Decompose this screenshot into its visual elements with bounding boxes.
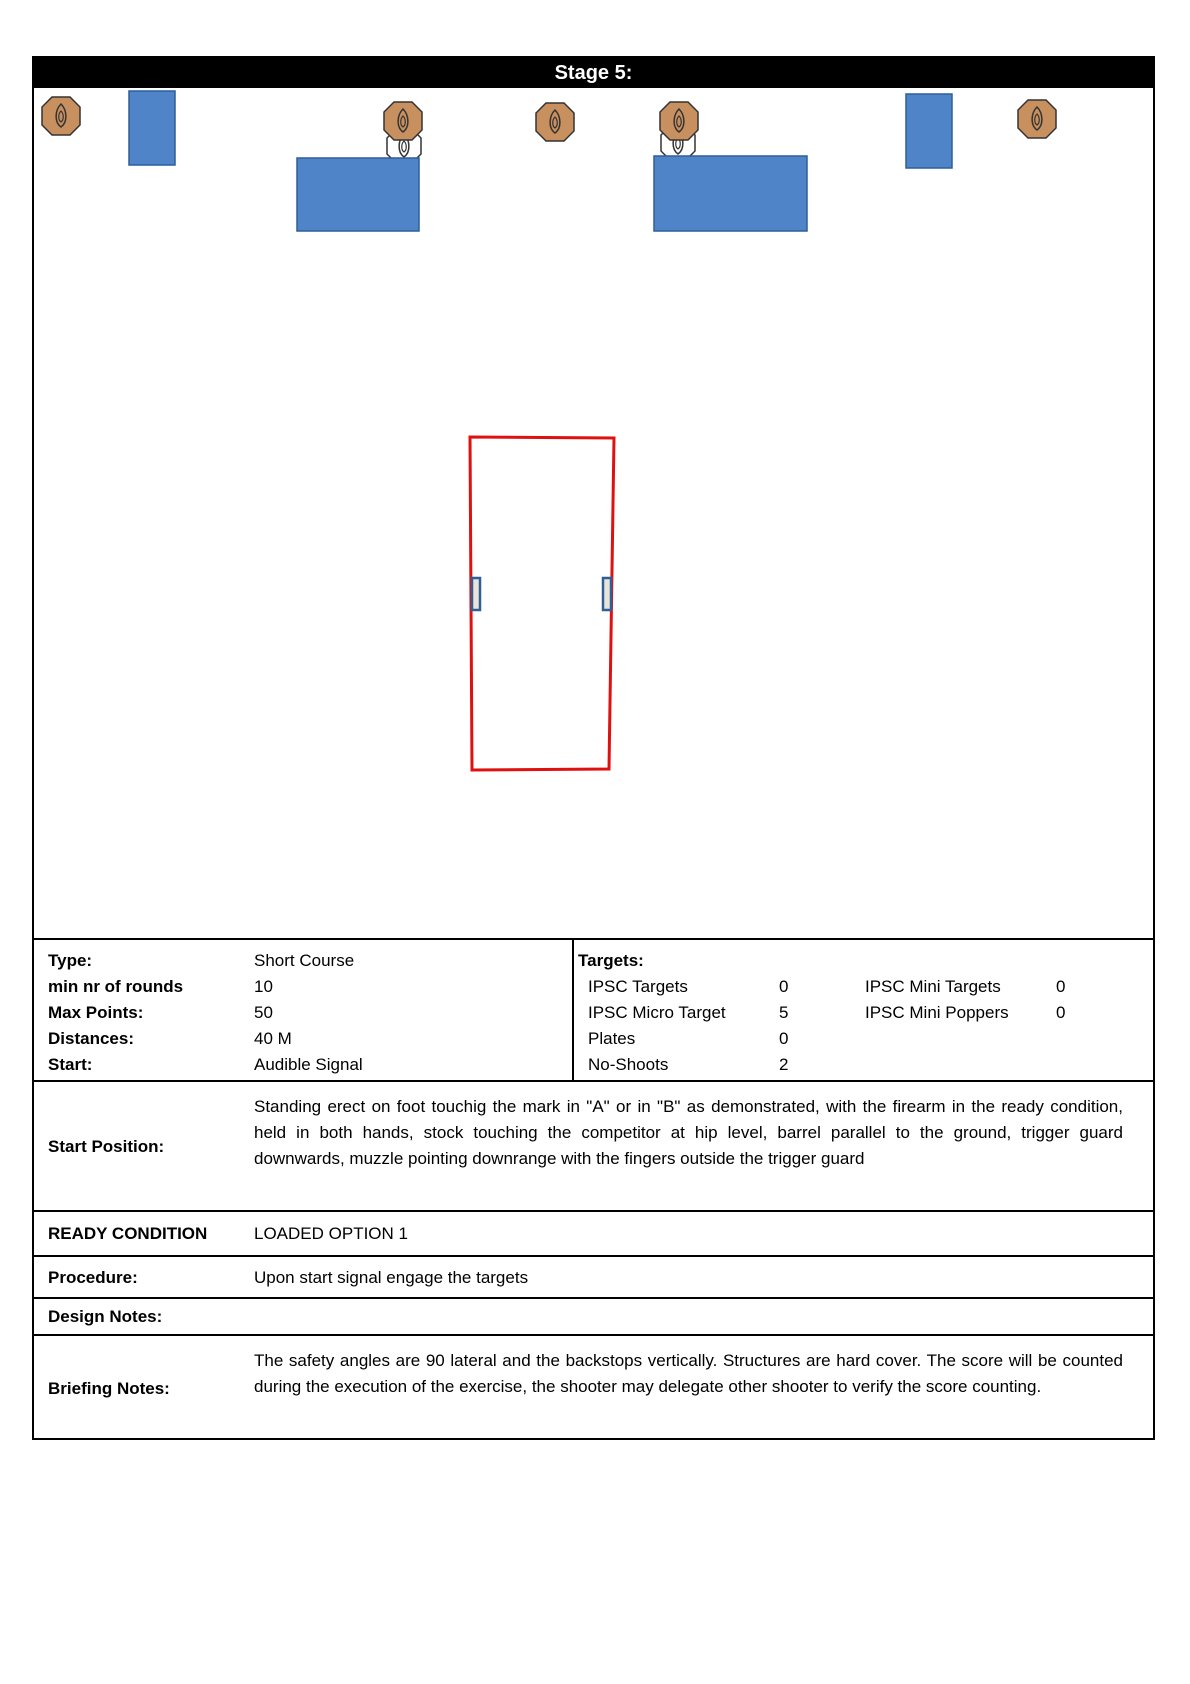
procedure-label: Procedure: (48, 1268, 138, 1287)
target-type-name: IPSC Mini Targets (865, 977, 1001, 996)
info-values (254, 948, 363, 1078)
target-type-count: 0 (1056, 1003, 1066, 1022)
target-type-name: IPSC Micro Target (588, 1003, 726, 1022)
targets-col2-counts (1056, 974, 1065, 1026)
column-divider (572, 940, 574, 1080)
info-labels (48, 948, 183, 1078)
stage-diagram (34, 88, 1153, 938)
target-type-name: Plates (588, 1029, 636, 1048)
stage-title: Stage 5: (34, 58, 1153, 88)
micro-target-icon (384, 102, 422, 140)
ready-condition-value: LOADED OPTION 1 (254, 1224, 408, 1243)
stage-info-row (34, 938, 1153, 1080)
distances-label: Distances: (48, 1029, 134, 1048)
target-type-count: 0 (779, 977, 789, 996)
min-rounds-value: 10 (254, 977, 273, 996)
target-type-name: IPSC Targets (588, 977, 688, 996)
target-type-count: 0 (1056, 977, 1066, 996)
ready-condition-label: READY CONDITION (48, 1224, 208, 1243)
procedure-row (34, 1255, 1153, 1297)
briefing-notes-row (34, 1334, 1153, 1438)
targets-col1-names (588, 974, 726, 1078)
target-type-name: IPSC Mini Poppers (865, 1003, 1009, 1022)
start-position-text: Standing erect on foot touchig the mark in "A" or in "B" as demonstrated, with the firearm in the ready condition, held in both hands, stock touching the competitor at hip level, barrel parallel to the ground, trigger guard downwards, muzzle pointing downrange with the fingers outside the trigger guard (254, 1097, 1123, 1168)
distances-value: 40 M (254, 1029, 292, 1048)
design-notes-label: Design Notes: (48, 1307, 163, 1326)
fault-line-marker-icon (472, 578, 480, 610)
min-rounds-label: min nr of rounds (48, 977, 184, 996)
targets-col1-counts (779, 974, 788, 1078)
micro-target-icon (660, 102, 698, 140)
design-notes-row (34, 1297, 1153, 1334)
shooting-box-icon (470, 437, 614, 770)
target-type-name: No-Shoots (588, 1055, 669, 1074)
micro-target-icon (42, 97, 80, 135)
stage-sheet (32, 56, 1155, 1440)
start-label: Start: (48, 1055, 93, 1074)
max-points-value: 50 (254, 1003, 273, 1022)
briefing-notes-label: Briefing Notes: (48, 1379, 170, 1398)
start-position-label: Start Position: (48, 1137, 165, 1156)
targets-col2-names (865, 974, 1009, 1026)
type-label: Type: (48, 951, 93, 970)
target-type-count: 5 (779, 1003, 789, 1022)
target-type-count: 0 (779, 1029, 789, 1048)
procedure-value: Upon start signal engage the targets (254, 1268, 529, 1287)
start-position-row (34, 1080, 1153, 1210)
targets-heading: Targets: (578, 951, 644, 970)
wall-icon (654, 156, 807, 231)
wall-icon (297, 158, 419, 231)
wall-icon (129, 91, 175, 165)
type-value: Short Course (254, 951, 355, 970)
micro-target-icon (1018, 100, 1056, 138)
wall-icon (906, 94, 952, 168)
target-type-count: 2 (779, 1055, 789, 1074)
max-points-label: Max Points: (48, 1003, 144, 1022)
briefing-notes-text: The safety angles are 90 lateral and the backstops vertically. Structures are hard cover. The score will be counted during the execution of the exercise, the shooter may delegate other shooter to verify the score counting. (254, 1351, 1123, 1396)
ready-condition-row (34, 1210, 1153, 1255)
fault-line-marker-icon (603, 578, 611, 610)
start-value: Audible Signal (254, 1055, 363, 1074)
micro-target-icon (536, 103, 574, 141)
